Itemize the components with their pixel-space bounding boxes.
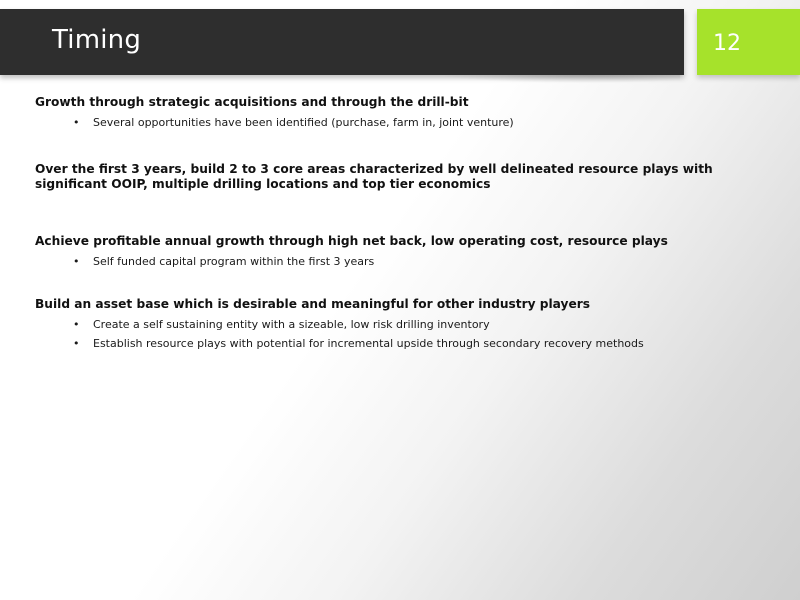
section-heading: Growth through strategic acquisitions and through the drill-bit: [35, 95, 469, 109]
bullet-icon: •: [73, 337, 80, 350]
bullet-icon: •: [73, 255, 80, 268]
slide-title: Timing: [52, 25, 142, 55]
bullet-list: [35, 113, 785, 132]
bullet-text: Create a self sustaining entity with a sizeable, low risk drilling inventory: [93, 318, 490, 331]
bullet-item: [35, 252, 785, 271]
bullet-text: Self funded capital program within the first 3 years: [93, 255, 375, 268]
bullet-list: [35, 315, 785, 353]
page-number-box: [697, 9, 800, 75]
section-heading: Over the first 3 years, build 2 to 3 core areas characterized by well delineated resource plays with significant OOIP, multiple drilling locations and top tier economics: [35, 162, 713, 191]
bullet-text: Establish resource plays with potential for incremental upside through secondary recovery methods: [93, 337, 644, 350]
page-number: 12: [713, 31, 741, 56]
section-heading: Build an asset base which is desirable and meaningful for other industry players: [35, 297, 591, 311]
slide-content: [35, 95, 785, 353]
bullet-icon: •: [73, 318, 80, 331]
bullet-item: [35, 334, 785, 353]
section-acquisitions: [35, 95, 785, 132]
bullet-item: [35, 113, 785, 132]
section-core-areas: [35, 162, 785, 192]
bullet-item: [35, 315, 785, 334]
title-shadow: [440, 75, 680, 83]
bullet-list: [35, 252, 785, 271]
section-heading: Achieve profitable annual growth through high net back, low operating cost, resource plays: [35, 234, 668, 248]
section-profitable-growth: [35, 234, 785, 271]
section-asset-base: [35, 297, 785, 353]
title-bar: [0, 9, 684, 75]
bullet-text: Several opportunities have been identified (purchase, farm in, joint venture): [93, 116, 514, 129]
bullet-icon: •: [73, 116, 80, 129]
